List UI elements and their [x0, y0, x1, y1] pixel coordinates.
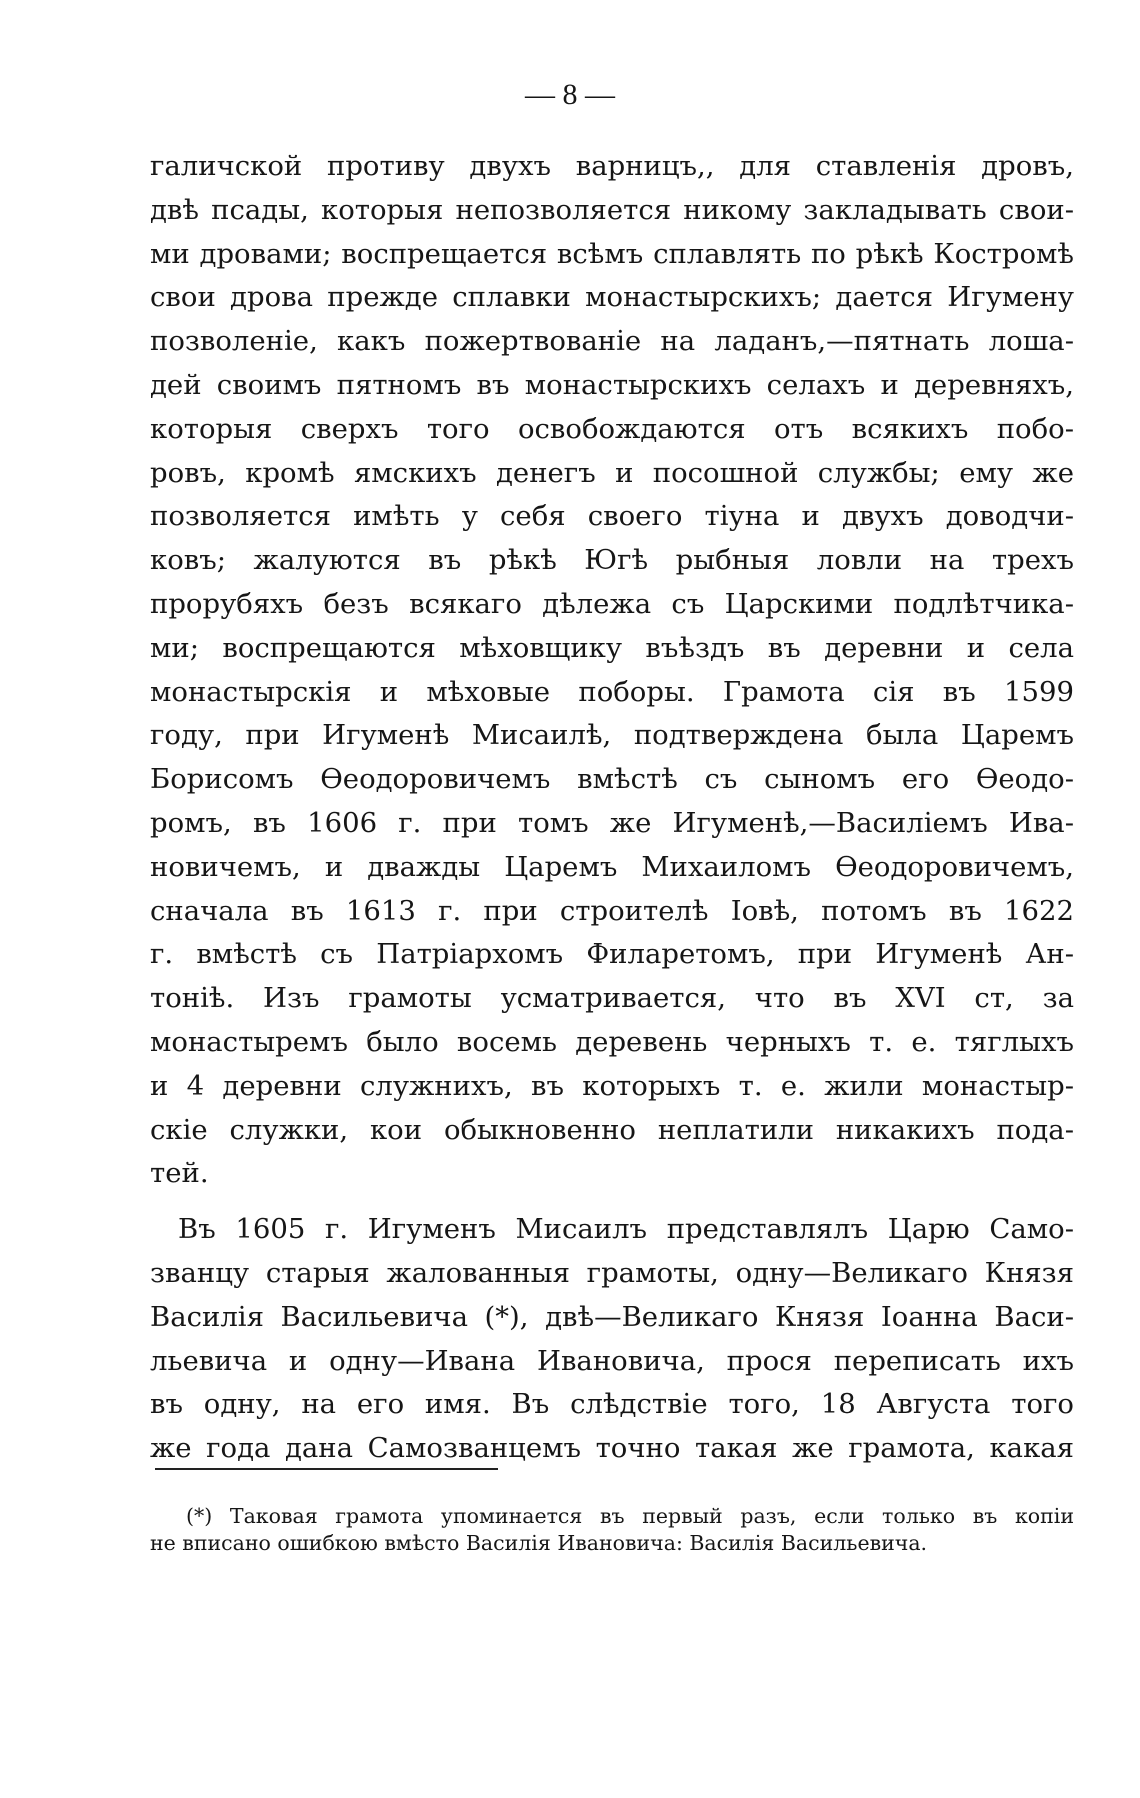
- text-line: дей своимъ пятномъ въ монастырскихъ селахъ и деревняхъ,: [150, 368, 1074, 401]
- text-line: г. вмѣстѣ съ Патріархомъ Филаретомъ, при Игуменѣ Ан-: [150, 938, 1074, 971]
- text-line: ковъ; жалуются въ рѣкѣ Югѣ рыбныя ловли на трехъ: [150, 544, 1074, 577]
- text-line: монастыремъ было восемь деревень черныхъ т. е. тяглыхъ: [150, 1025, 1074, 1058]
- footnote-divider: [155, 1468, 498, 1470]
- text-line: ромъ, въ 1606 г. при томъ же Игуменѣ,—Василіемъ Ива-: [150, 806, 1074, 839]
- text-line: званцу старыя жалованныя грамоты, одну—Великаго Князя: [150, 1256, 1074, 1289]
- body-text: [150, 145, 1074, 1471]
- paragraph-gap: [150, 1196, 1074, 1208]
- text-line: тоніѣ. Изъ грамоты усматривается, что въ XVI ст, за: [150, 982, 1074, 1015]
- text-line: Въ 1605 г. Игуменъ Мисаилъ представлялъ Царю Само-: [178, 1213, 1074, 1246]
- footnote: [150, 1503, 1074, 1557]
- text-line: ровъ, кромѣ ямскихъ денегъ и посошной службы; ему же: [150, 456, 1074, 489]
- paragraph: [150, 1208, 1074, 1471]
- text-line: двѣ псады, которыя непозволяется никому закладывать свои-: [150, 193, 1074, 226]
- text-line: же года дана Самозванцемъ точно такая же грамота, какая: [150, 1432, 1074, 1465]
- paragraph: [150, 145, 1074, 1196]
- text-line: ми дровами; воспрещается всѣмъ сплавлять по рѣкѣ Костромѣ: [150, 237, 1074, 270]
- text-line: прорубяхъ безъ всякаго дѣлежа съ Царскими подлѣтчика-: [150, 587, 1074, 620]
- text-line: и 4 деревни служнихъ, въ которыхъ т. е. жили монастыр-: [150, 1069, 1074, 1102]
- text-line: льевича и одну—Ивана Ивановича, прося переписать ихъ: [150, 1344, 1074, 1377]
- text-line: свои дрова прежде сплавки монастырскихъ; дается Игумену: [150, 281, 1074, 314]
- text-line: сначала въ 1613 г. при строителѣ Іовѣ, потомъ въ 1622: [150, 894, 1074, 927]
- text-line: галичской противу двухъ варницъ,, для ставленія дровъ,: [150, 150, 1074, 182]
- text-line: году, при Игуменѣ Мисаилѣ, подтверждена была Царемъ: [150, 719, 1074, 752]
- text-line: Борисомъ Ѳеодоровичемъ вмѣстѣ съ сыномъ его Ѳеодо-: [150, 763, 1074, 796]
- text-line: скіе служки, кои обыкновенно неплатили никакихъ пода-: [150, 1113, 1074, 1146]
- text-line: тей.: [150, 1157, 209, 1190]
- text-line: позволеніе, какъ пожертвованіе на ладанъ,—пятнать лоша-: [150, 325, 1074, 358]
- text-line: которыя сверхъ того освобождаются отъ всякихъ побо-: [150, 412, 1074, 445]
- text-line: ми; воспрещаются мѣховщику въѣздъ въ деревни и села: [150, 631, 1074, 664]
- text-line: позволяется имѣть у себя своего тіуна и двухъ доводчи-: [150, 500, 1074, 533]
- footnote-line: не вписано ошибкою вмѣсто Василія Ивановича: Василія Васильевича.: [150, 1531, 928, 1555]
- text-line: монастырскія и мѣховые поборы. Грамота сія въ 1599: [150, 675, 1074, 708]
- text-line: Василія Васильевича (*), двѣ—Великаго Князя Іоанна Васи-: [150, 1300, 1074, 1333]
- text-line: новичемъ, и дважды Царемъ Михаиломъ Ѳеодоровичемъ,: [150, 850, 1074, 883]
- page-number: — 8 —: [525, 78, 615, 111]
- text-line: въ одну, на его имя. Въ слѣдствіе того, 18 Августа того: [150, 1388, 1074, 1421]
- footnote-line: (*) Таковая грамота упоминается въ первый разъ, если только въ копіи: [186, 1504, 1074, 1528]
